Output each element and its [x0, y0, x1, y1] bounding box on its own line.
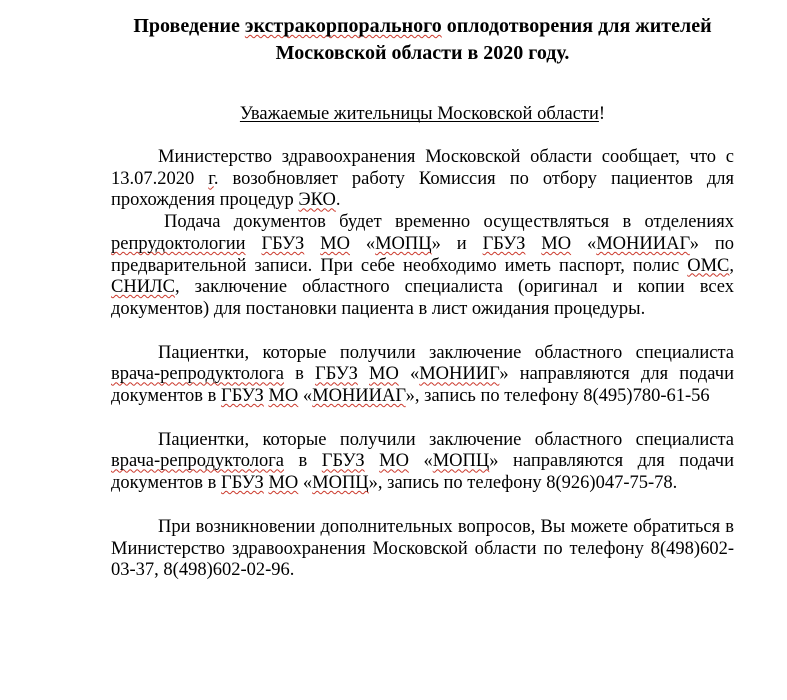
text-run: », запись по телефону 8(495)780-61-56 [405, 386, 710, 407]
misspelled-word: ГБУЗ [321, 451, 365, 472]
text-run: ! [598, 104, 606, 124]
misspelled-word: г [208, 168, 214, 189]
misspelled-word: ЭКО [298, 190, 336, 211]
text-run: в [284, 451, 322, 472]
text-run: оплодотворения для жителей [441, 15, 712, 37]
misspelled-word: МО [268, 386, 299, 407]
text-run [365, 451, 380, 471]
misspelled-word: МОПЦ [432, 451, 490, 472]
misspelled-word: репрудоктологии [111, 233, 246, 254]
misspelled-word: МО [541, 233, 572, 254]
misspelled-word: МОНИИАГ [312, 386, 406, 407]
misspelled-word: МОНИИАГ [596, 233, 690, 254]
text-run: Пациентки, которые получили заключение областного специалиста [158, 342, 734, 363]
text-run: » направляются для подачи документов в [111, 451, 735, 494]
paragraph-contact-info [111, 517, 734, 582]
text-run: Министерство здравоохранения Московской области сообщает, что с 13.07.2020 [111, 147, 734, 189]
text-run: Подача документов будет временно осуществляться в отделениях [164, 212, 734, 233]
text-run: » и [431, 233, 483, 254]
text-run: . [335, 190, 341, 211]
text-run [358, 364, 369, 384]
text-run [304, 234, 320, 254]
text-run: « [349, 233, 376, 254]
misspelled-word: врача-репродуктолога [111, 364, 284, 385]
text-run: , [729, 255, 734, 276]
text-run: Московской области в 2020 году. [275, 42, 570, 64]
text-run: Пациентки, которые получили заключение областного специалиста [158, 429, 734, 450]
text-run: в [284, 364, 316, 385]
paragraph-document-submission [111, 212, 734, 321]
text-run: » направляются для подачи документов в [111, 364, 734, 407]
document-title [111, 13, 734, 67]
misspelled-word: МОНИИГ [419, 364, 500, 385]
misspelled-word: МОПЦ [375, 233, 432, 254]
text-run: . возобновляет работу Комиссия по отбору пациентов для прохождения процедур [111, 168, 734, 211]
misspelled-word: МО [268, 473, 299, 494]
misspelled-word: врача-репродуктолога [111, 451, 284, 472]
misspelled-word: МО [369, 364, 399, 385]
misspelled-word: экстракорпорального [244, 15, 442, 37]
text-run: , заключение областного специалиста (оригинал и копии всех документов) для постановки пациента в лист ожидания процедуры. [111, 277, 734, 319]
misspelled-word: ОМС [687, 255, 730, 276]
text-run: « [298, 473, 313, 494]
misspelled-word: СНИЛС [111, 277, 175, 298]
misspelled-word: МО [379, 451, 409, 472]
text-run: « [571, 233, 597, 254]
misspelled-word: МОПЦ [312, 473, 369, 494]
text-run [246, 234, 262, 254]
text-run: » по предварительной записи. При себе необходимо иметь паспорт, полис [111, 233, 735, 276]
misspelled-word: ГБУЗ [315, 364, 358, 385]
misspelled-word: ГБУЗ [261, 233, 305, 254]
misspelled-word: ГБУЗ [221, 473, 264, 494]
text-run [525, 234, 541, 254]
paragraph-moniiag-patients [111, 343, 734, 408]
misspelled-word: МО [320, 233, 350, 254]
paragraph-commission-resume [111, 147, 734, 212]
greeting-line [111, 103, 734, 125]
misspelled-word: ГБУЗ [221, 386, 264, 407]
paragraph-mopc-patients [111, 430, 734, 495]
text-run: « [398, 364, 420, 385]
text-run: « [408, 451, 433, 472]
document-body [111, 147, 734, 582]
misspelled-word: ГБУЗ [482, 233, 526, 254]
text-run: « [298, 386, 313, 407]
text-run: При возникновении дополнительных вопросов, Вы можете обратиться в Министерство здравоохранения Московской области по телефону 8(498)602-03-37, 8(498)602-02-96. [111, 516, 734, 581]
text-run: Проведение [133, 15, 245, 37]
text-run: », запись по телефону 8(926)047-75-78. [368, 473, 678, 494]
underlined-text: Уважаемые жительницы Московской области [239, 104, 599, 124]
